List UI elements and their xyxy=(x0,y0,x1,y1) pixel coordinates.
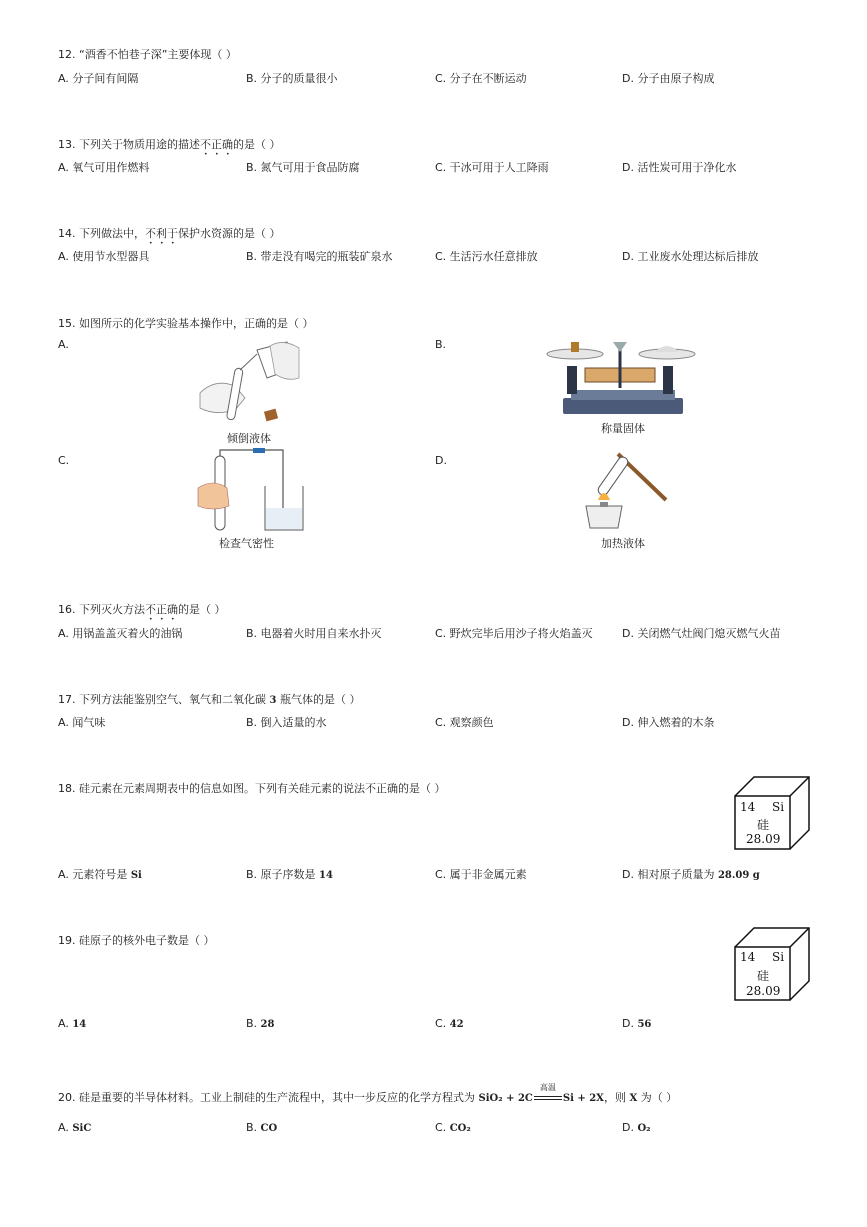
q13-option-d[interactable]: D. 活性炭可用于净化水 xyxy=(622,161,737,174)
caption-heating-liquid: 加热液体 xyxy=(601,537,645,550)
caption-airtightness-check: 检查气密性 xyxy=(219,537,274,550)
element-card-symbol: Si xyxy=(772,800,785,814)
question-17-stem: 17. 下列方法能鉴别空气、氧气和二氧化碳 3 瓶气体的是（ ） xyxy=(58,693,361,706)
q16-option-c[interactable]: C. 野炊完毕后用沙子将火焰盖灭 xyxy=(435,627,593,640)
q14-option-a[interactable]: A. 使用节水型器具 xyxy=(58,250,150,263)
question-15-stem: 15. 如图所示的化学实验基本操作中，正确的是（ ） xyxy=(58,317,314,330)
question-18-stem: 18. 硅元素在元素周期表中的信息如图。下列有关硅元素的说法不正确的是（ ） xyxy=(58,782,446,795)
element-card-name: 硅 xyxy=(757,818,770,832)
q14-option-c[interactable]: C. 生活污水任意排放 xyxy=(435,250,538,263)
q19-option-c[interactable]: C. 42 xyxy=(435,1017,464,1030)
q18-option-b[interactable]: B. 原子序数是 14 xyxy=(246,868,333,881)
q18-option-d[interactable]: D. 相对原子质量为 28.09 g xyxy=(622,868,760,881)
element-card-number-2: 14 xyxy=(740,950,756,964)
q13-option-a[interactable]: A. 氧气可用作燃料 xyxy=(58,161,150,174)
q17-option-c[interactable]: C. 观察颜色 xyxy=(435,716,494,729)
caption-pouring-liquid: 倾倒液体 xyxy=(227,432,271,445)
pouring-liquid-illustration xyxy=(195,338,305,428)
question-20-stem: 20. 硅是重要的半导体材料。工业上制硅的生产流程中，其中一步反应的化学方程式为 SiO₂ + 2C 高温 Si + 2X，则 X 为（ ） xyxy=(58,1083,678,1104)
q20-option-b[interactable]: B. CO xyxy=(246,1121,278,1134)
element-card-mass: 28.09 xyxy=(746,832,781,846)
element-card-mass-2: 28.09 xyxy=(746,984,781,998)
q16-option-a[interactable]: A. 用锅盖盖灭着火的油锅 xyxy=(58,627,183,640)
q13-option-c[interactable]: C. 干冰可用于人工降雨 xyxy=(435,161,549,174)
q12-option-c[interactable]: C. 分子在不断运动 xyxy=(435,72,527,85)
caption-weighing-solid: 称量固体 xyxy=(601,422,645,435)
q17-option-b[interactable]: B. 倒入适量的水 xyxy=(246,716,327,729)
q15-option-d[interactable]: D. xyxy=(435,454,447,467)
equation-left: SiO₂ + 2C xyxy=(478,1093,533,1104)
element-card-symbol-2: Si xyxy=(772,950,785,964)
q20-option-a[interactable]: A. SiC xyxy=(58,1121,92,1134)
q18-option-a[interactable]: A. 元素符号是 Si xyxy=(58,868,142,881)
q14-option-d[interactable]: D. 工业废水处理达标后排放 xyxy=(622,250,759,263)
q14-option-b[interactable]: B. 带走没有喝完的瓶装矿泉水 xyxy=(246,250,393,263)
q16-option-b[interactable]: B. 电器着火时用自来水扑灭 xyxy=(246,627,382,640)
airtightness-check-illustration xyxy=(195,448,310,536)
q19-option-d[interactable]: D. 56 xyxy=(622,1017,652,1030)
question-16-stem: 16. 下列灭火方法不正确的是（ ） xyxy=(58,603,226,616)
q15-option-b[interactable]: B. xyxy=(435,338,447,351)
question-14-stem: 14. 下列做法中，不利于保护水资源的是（ ） xyxy=(58,227,281,240)
q20-option-d[interactable]: D. O₂ xyxy=(622,1121,651,1134)
element-card-number: 14 xyxy=(740,800,756,814)
q15-option-c[interactable]: C. xyxy=(58,454,70,467)
question-19-stem: 19. 硅原子的核外电子数是（ ） xyxy=(58,934,215,947)
q15-option-a[interactable]: A. xyxy=(58,338,69,351)
q19-option-a[interactable]: A. 14 xyxy=(58,1017,87,1030)
q19-option-b[interactable]: B. 28 xyxy=(246,1017,275,1030)
equation-arrow xyxy=(533,1083,563,1104)
q20-option-c[interactable]: C. CO₂ xyxy=(435,1121,471,1134)
question-12-stem: 12. “酒香不怕巷子深”主要体现（ ） xyxy=(58,48,237,61)
q17-option-a[interactable]: A. 闻气味 xyxy=(58,716,106,729)
q16-option-d[interactable]: D. 关闭燃气灶阀门熄灭燃气火苗 xyxy=(622,627,781,640)
q17-option-d[interactable]: D. 伸入燃着的木条 xyxy=(622,716,715,729)
q18-option-c[interactable]: C. 属于非金属元素 xyxy=(435,868,527,881)
q12-option-b[interactable]: B. 分子的质量很小 xyxy=(246,72,338,85)
q12-option-a[interactable]: A. 分子间有间隔 xyxy=(58,72,139,85)
element-card-name-2: 硅 xyxy=(757,969,770,983)
equation-condition: 高温 xyxy=(539,1083,556,1092)
q12-option-d[interactable]: D. 分子由原子构成 xyxy=(622,72,715,85)
question-13-stem: 13. 下列关于物质用途的描述不正确的是（ ） xyxy=(58,138,281,151)
heating-liquid-illustration xyxy=(578,450,668,532)
balance-illustration xyxy=(545,338,695,416)
equation-right: Si + 2X xyxy=(562,1093,604,1104)
q13-option-b[interactable]: B. 氮气可用于食品防腐 xyxy=(246,161,360,174)
